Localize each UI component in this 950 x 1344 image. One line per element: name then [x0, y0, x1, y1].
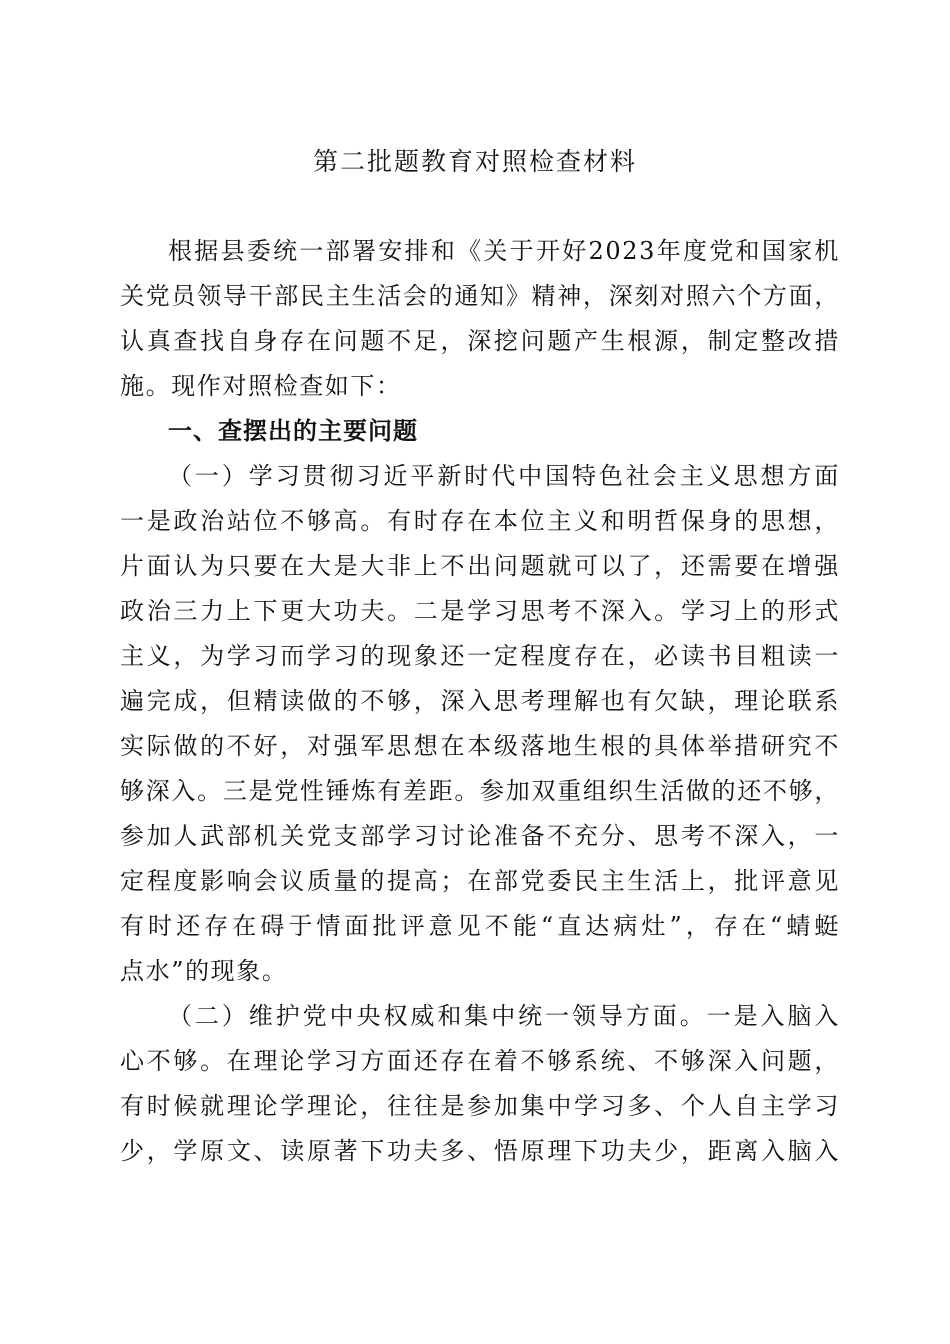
part1-line-8: 够深入。三是党性锤炼有差距。参加双重组织生活做的还不够， [120, 777, 840, 805]
intro-line-3: 认真查找自身存在问题不足，深挖问题产生根源，制定整改措 [120, 327, 840, 355]
part1-line-10: 定程度影响会议质量的提高；在部党委民主生活上，批评意见 [120, 867, 840, 895]
document-title: 第二批题教育对照检查材料 [312, 147, 637, 176]
part1-line-4: 政治三力上下更大功夫。二是学习思考不深入。学习上的形式 [120, 597, 840, 625]
part1-line-1: （一）学习贯彻习近平新时代中国特色社会主义思想方面 [168, 462, 840, 490]
part1-line-11: 有时还存在碍于情面批评意见不能“直达病灶”，存在“蜻蜓 [120, 912, 840, 940]
part1-line-9: 参加人武部机关党支部学习讨论准备不充分、思考不深入，一 [120, 822, 840, 850]
intro-line-1: 根据县委统一部署安排和《关于开好2023年度党和国家机 [168, 237, 840, 265]
part2-line-4: 少，学原文、读原著下功夫多、悟原理下功夫少，距离入脑入 [120, 1137, 840, 1165]
section-heading: 一、查摆出的主要问题 [168, 417, 418, 445]
intro-line-4: 施。现作对照检查如下： [120, 372, 402, 400]
part1-line-5: 主义，为学习而学习的现象还一定程度存在，必读书目粗读一 [120, 642, 840, 670]
intro-line-2: 关党员领导干部民主生活会的通知》精神，深刻对照六个方面， [120, 282, 840, 310]
part1-line-7: 实际做的不好，对强军思想在本级落地生根的具体举措研究不 [120, 732, 840, 760]
part1-line-6: 遍完成，但精读做的不够，深入思考理解也有欠缺，理论联系 [120, 687, 840, 715]
part2-line-1: （二）维护党中央权威和集中统一领导方面。一是入脑入 [168, 1002, 840, 1030]
part1-line-3: 片面认为只要在大是大非上不出问题就可以了，还需要在增强 [120, 552, 840, 580]
part2-line-2: 心不够。在理论学习方面还存在着不够系统、不够深入问题， [120, 1047, 840, 1075]
part2-line-3: 有时候就理论学理论，往往是参加集中学习多、个人自主学习 [120, 1092, 840, 1120]
part1-line-12: 点水”的现象。 [120, 957, 288, 985]
part1-line-2: 一是政治站位不够高。有时存在本位主义和明哲保身的思想， [120, 507, 840, 535]
